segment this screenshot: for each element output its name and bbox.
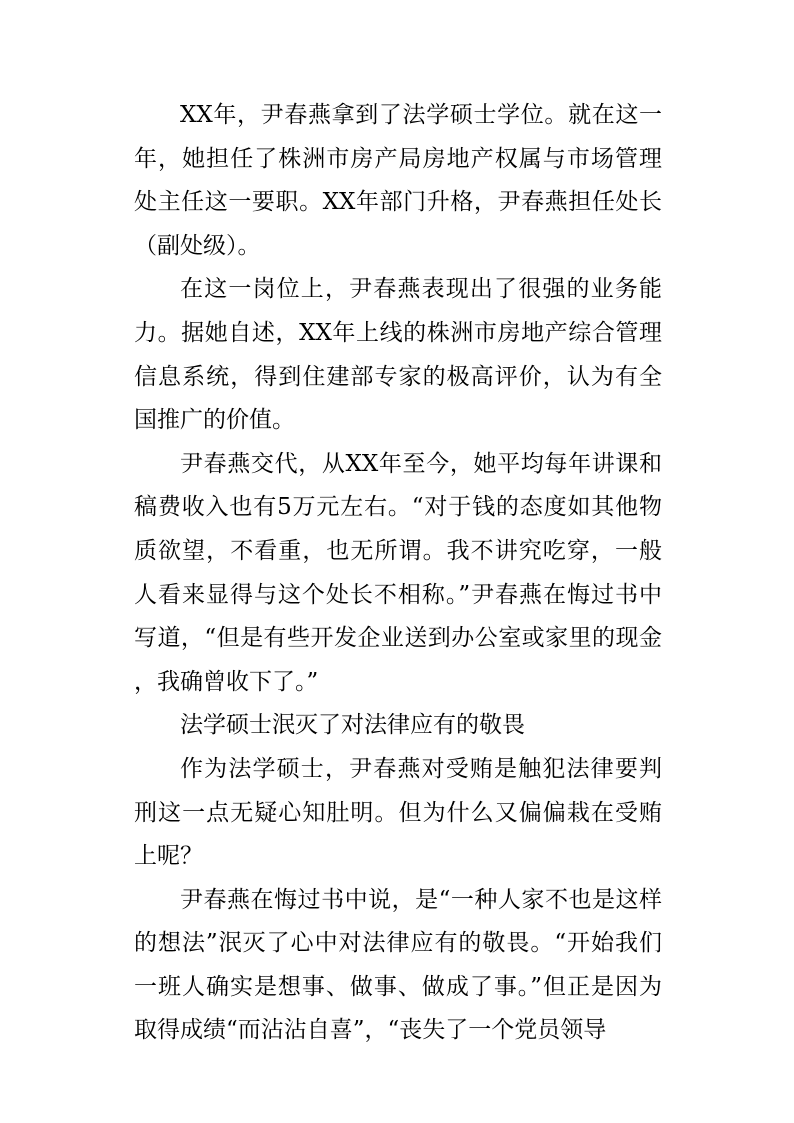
paragraph-degree: XX年，尹春燕拿到了法学硕士学位。就在这一年，她担任了株洲市房产局房地产权属与市场管理处主任这一要职。XX年部门升格，尹春燕担任处长（副处级）。 bbox=[134, 102, 662, 259]
paragraph-confession: 尹春燕交代，从XX年至今，她平均每年讲课和稿费收入也有5万元左右。“对于钱的态度如其他物质欲望，不看重，也无所谓。我不讲究吃穿，一般人看来显得与这个处长不相称。”尹春燕在悔过书中写道，“但是有些开发企业送到办公室或家里的现金，我确曾收下了。” bbox=[134, 450, 662, 695]
section-heading: 法学硕士泯灭了对法律应有的敬畏 bbox=[180, 712, 525, 739]
document-page bbox=[134, 94, 662, 1053]
paragraph-question: 作为法学硕士，尹春燕对受贿是触犯法律要判刑这一点无疑心知肚明。但为什么又偏偏栽在受贿上呢？ bbox=[134, 755, 662, 870]
paragraph-repentance: 尹春燕在悔过书中说，是“一种人家不也是这样的想法”泯灭了心中对法律应有的敬畏。“开始我们一班人确实是想事、做事、做成了事。”但正是因为取得成绩“而沾沾自喜”，“丧失了一个党员领导 bbox=[134, 886, 662, 1044]
paragraph-ability: 在这一岗位上，尹春燕表现出了很强的业务能力。据她自述，XX年上线的株洲市房地产综合管理信息系统，得到住建部专家的极高评价，认为有全国推广的价值。 bbox=[134, 276, 662, 434]
